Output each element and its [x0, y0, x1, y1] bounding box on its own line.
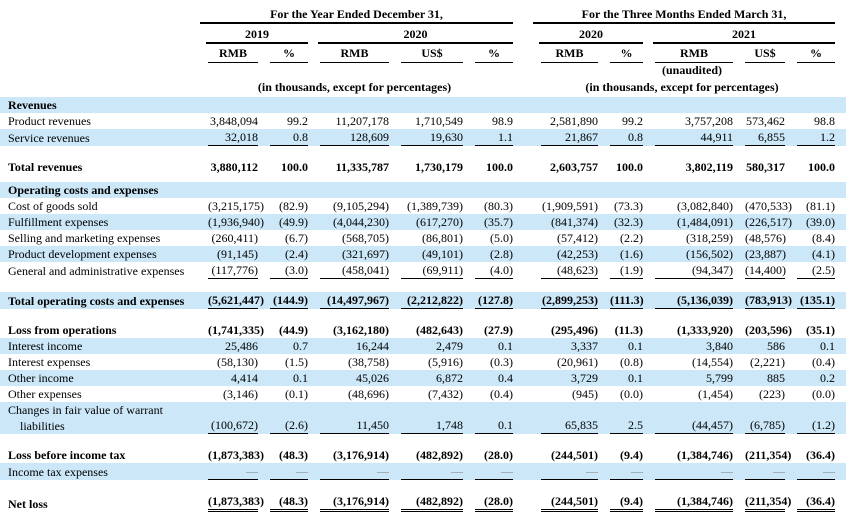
- value-cell: 4,414: [231, 371, 258, 385]
- quarter-2020-header: 2020: [539, 26, 643, 44]
- table-row: [0, 159, 846, 175]
- year-2020-header: 2020: [318, 26, 513, 44]
- table-row: [0, 230, 846, 246]
- row-label: Product development expenses: [8, 247, 157, 261]
- value-cell: (1,484,091): [677, 215, 733, 229]
- table-row: [0, 322, 846, 338]
- value-cell: 32,018: [196, 129, 258, 146]
- group-gap: [513, 322, 529, 338]
- value-cell: (44,457): [643, 402, 733, 434]
- value-cell: (244,501): [551, 448, 598, 462]
- value-cell: (111.3): [610, 293, 644, 307]
- group-gap: [513, 230, 529, 246]
- value-cell: (3,082,840): [677, 199, 733, 213]
- value-cell: (48.3): [279, 448, 308, 462]
- value-cell: (80.3): [484, 199, 513, 213]
- value-cell: (20,961): [557, 355, 598, 369]
- value-cell: 65,835: [529, 402, 598, 434]
- value-cell: 3,880,112: [210, 160, 258, 174]
- value-cell: 100.0: [281, 160, 308, 174]
- value-cell: 98.9: [492, 114, 513, 128]
- value-cell: 0.1: [498, 339, 513, 353]
- value-cell: 128,609: [308, 129, 389, 146]
- value-cell: 99.2: [287, 114, 308, 128]
- value-cell: (3,176,914): [333, 448, 389, 462]
- value-cell: —: [308, 463, 389, 480]
- value-cell: (1,936,940): [208, 215, 264, 229]
- value-cell: (48,623): [529, 262, 598, 279]
- value-cell: (2.8): [490, 247, 513, 261]
- value-cell: (1,384,746): [677, 448, 733, 462]
- value-cell: 3,802,119: [685, 160, 733, 174]
- value-cell: (27.9): [484, 323, 513, 337]
- value-cell: (3,146): [223, 387, 258, 401]
- value-cell: (9.4): [598, 493, 643, 512]
- value-cell: (2.2): [620, 231, 643, 245]
- value-cell: (94,347): [643, 262, 733, 279]
- value-cell: (58,130): [217, 355, 258, 369]
- value-cell: (14,400): [745, 263, 786, 277]
- value-cell: (9,105,294): [333, 199, 389, 213]
- value-cell: (127.8): [463, 292, 513, 309]
- group-gap: [513, 463, 529, 480]
- value-cell: (3,162,180): [333, 323, 389, 337]
- table-row: [0, 97, 846, 113]
- spacer-row: [0, 279, 846, 292]
- col-header-pct: %: [610, 45, 643, 63]
- value-cell: (1,454): [698, 387, 733, 401]
- value-cell: (260,411): [211, 231, 258, 245]
- value-cell: (5,916): [428, 355, 463, 369]
- value-cell: (783,913): [745, 293, 792, 307]
- table-row: [0, 262, 846, 279]
- row-label: Service revenues: [8, 131, 90, 145]
- value-cell: (0.8): [620, 355, 643, 369]
- row-label: Selling and marketing expenses: [8, 231, 161, 245]
- row-label: Other income: [8, 371, 74, 385]
- value-cell: (617,270): [416, 215, 463, 229]
- table-row: [0, 113, 846, 129]
- table-row: [0, 493, 846, 512]
- row-label: Changes in fair value of warrant liabilities: [8, 403, 163, 433]
- value-cell: (458,041): [308, 262, 389, 279]
- spacer-row: [0, 146, 846, 159]
- table-row: [0, 198, 846, 214]
- row-label: Total operating costs and expenses: [8, 294, 185, 308]
- table-row: [0, 338, 846, 354]
- value-cell: (211,354): [733, 493, 785, 512]
- row-label: Net loss: [8, 497, 48, 511]
- value-cell: —: [196, 463, 258, 480]
- value-cell: (1.6): [620, 247, 643, 261]
- group-gap: [513, 338, 529, 354]
- value-cell: (14,497,967): [308, 292, 389, 309]
- spacer-row: [0, 434, 846, 447]
- period-title-annual: For the Year Ended December 31,: [200, 6, 513, 24]
- value-cell: 3,729: [571, 371, 598, 385]
- value-cell: (5,621,447): [208, 293, 264, 307]
- group-gap: [513, 493, 529, 512]
- value-cell: 11,450: [308, 402, 389, 434]
- unaudited-row: [0, 63, 846, 77]
- value-cell: (1,389,739): [407, 199, 463, 213]
- value-cell: (295,496): [551, 323, 598, 337]
- col-header-usd: US$: [745, 45, 785, 63]
- value-cell: 0.8: [258, 129, 308, 146]
- value-cell: (81.1): [806, 199, 836, 213]
- year-row: [0, 24, 846, 44]
- section-label: Operating costs and expenses: [8, 183, 159, 197]
- value-cell: (48.3): [258, 493, 308, 512]
- col-header-rmb: RMB: [320, 45, 389, 63]
- value-cell: (2.6): [258, 402, 308, 434]
- value-cell: 3,337: [571, 339, 598, 353]
- value-cell: (482,892): [389, 493, 463, 512]
- group-gap: [513, 370, 529, 386]
- value-cell: (482,892): [416, 448, 463, 462]
- value-cell: 100.0: [486, 160, 513, 174]
- col-header-usd: US$: [401, 45, 463, 63]
- value-cell: 573,462: [746, 114, 785, 128]
- value-cell: (321,697): [342, 247, 389, 261]
- value-cell: (49,101): [422, 247, 463, 261]
- value-cell: —: [643, 463, 733, 480]
- value-cell: (244,501): [529, 493, 598, 512]
- value-cell: (1.2): [785, 402, 835, 434]
- value-cell: (5,136,039): [643, 292, 733, 309]
- value-cell: (0.0): [812, 387, 836, 401]
- col-header-pct: %: [475, 45, 513, 63]
- value-cell: 1.2: [785, 129, 835, 146]
- value-cell: (39.0): [806, 215, 836, 229]
- units-note-row: [0, 77, 846, 97]
- value-cell: 45,026: [356, 371, 389, 385]
- value-cell: (35.7): [484, 215, 513, 229]
- value-cell: (42,253): [557, 247, 598, 261]
- value-cell: —: [463, 463, 513, 480]
- group-gap: [513, 402, 529, 434]
- value-cell: (100,672): [196, 402, 258, 434]
- value-cell: 0.8: [598, 129, 643, 146]
- value-cell: (4.1): [812, 247, 836, 261]
- value-cell: —: [598, 463, 643, 480]
- row-label: Total revenues: [8, 160, 83, 174]
- group-gap: [513, 113, 529, 129]
- value-cell: 11,207,178: [335, 114, 389, 128]
- value-cell: (36.4): [785, 493, 835, 512]
- value-cell: 3,848,094: [210, 114, 258, 128]
- value-cell: (2.5): [785, 262, 835, 279]
- year-2019-header: 2019: [206, 26, 308, 44]
- value-cell: (117,776): [196, 262, 258, 279]
- value-cell: 586: [767, 339, 785, 353]
- units-note-annual: (in thousands, except for percentages): [257, 80, 452, 94]
- value-cell: (3,215,175): [208, 199, 264, 213]
- value-cell: (28.0): [463, 493, 513, 512]
- row-label: Cost of goods sold: [8, 199, 98, 213]
- value-cell: (2,212,822): [389, 292, 463, 309]
- value-cell: 2,581,890: [550, 114, 598, 128]
- table-row: [0, 370, 846, 386]
- value-cell: 0.7: [293, 339, 308, 353]
- value-cell: (156,502): [686, 247, 733, 261]
- value-cell: 100.0: [616, 160, 643, 174]
- value-cell: (1,873,383): [208, 448, 264, 462]
- value-cell: 0.1: [293, 371, 308, 385]
- value-cell: 3,840: [706, 339, 733, 353]
- unaudited-note: (unaudited): [661, 63, 723, 77]
- value-cell: (49.9): [279, 215, 308, 229]
- value-cell: (211,354): [745, 448, 792, 462]
- value-cell: (203,596): [745, 323, 792, 337]
- value-cell: (0.1): [285, 387, 308, 401]
- value-cell: 0.1: [628, 339, 643, 353]
- value-cell: (0.3): [490, 355, 513, 369]
- value-cell: (35.1): [806, 323, 836, 337]
- value-cell: (44.9): [279, 323, 308, 337]
- value-cell: (38,758): [348, 355, 389, 369]
- table-row: [0, 447, 846, 463]
- value-cell: (568,705): [342, 231, 389, 245]
- value-cell: (11.3): [614, 323, 643, 337]
- value-cell: 0.1: [463, 402, 513, 434]
- row-label: Interest expenses: [8, 355, 91, 369]
- row-label: Loss from operations: [8, 323, 117, 337]
- period-title-row: [0, 6, 846, 24]
- table-row: [0, 214, 846, 230]
- value-cell: (6,785): [733, 402, 785, 434]
- value-cell: (48,576): [745, 231, 786, 245]
- value-cell: (841,374): [551, 215, 598, 229]
- table-row: [0, 246, 846, 262]
- value-cell: (1,333,920): [677, 323, 733, 337]
- value-cell: 0.1: [628, 371, 643, 385]
- value-cell: 16,244: [356, 339, 389, 353]
- value-cell: 11,335,787: [335, 160, 389, 174]
- value-cell: 1.1: [463, 129, 513, 146]
- value-cell: (1.9): [598, 262, 643, 279]
- value-cell: (144.9): [258, 292, 308, 309]
- value-cell: (91,145): [217, 247, 258, 261]
- value-cell: (5.0): [490, 231, 513, 245]
- value-cell: (318,259): [686, 231, 733, 245]
- group-gap: [513, 262, 529, 279]
- value-cell: (135.1): [785, 292, 835, 309]
- row-label: Interest income: [8, 339, 83, 353]
- value-cell: (945): [572, 387, 598, 401]
- value-cell: 580,317: [746, 160, 785, 174]
- value-cell: —: [733, 463, 785, 480]
- spacer-row: [0, 175, 846, 182]
- group-gap: [513, 386, 529, 402]
- value-cell: (4,044,230): [333, 215, 389, 229]
- value-cell: (2,899,253): [542, 293, 598, 307]
- value-cell: (9.4): [620, 448, 643, 462]
- value-cell: (69,911): [389, 262, 463, 279]
- value-cell: (23,887): [745, 247, 786, 261]
- row-label: Other expenses: [8, 387, 82, 401]
- value-cell: 44,911: [643, 129, 733, 146]
- value-cell: 100.0: [808, 160, 836, 174]
- group-gap: [513, 447, 529, 463]
- value-cell: (6.7): [285, 231, 308, 245]
- value-cell: (470,533): [745, 199, 792, 213]
- value-cell: 0.1: [820, 339, 836, 353]
- value-cell: (1,909,591): [542, 199, 598, 213]
- col-header-rmb: RMB: [655, 45, 733, 63]
- group-gap: [513, 159, 529, 175]
- value-cell: 1,710,549: [415, 114, 463, 128]
- value-cell: 6,872: [436, 371, 463, 385]
- group-gap: [513, 354, 529, 370]
- col-header-pct: %: [797, 45, 835, 63]
- value-cell: (3.0): [258, 262, 308, 279]
- spacer-row: [0, 480, 846, 493]
- row-label: Product revenues: [8, 114, 91, 128]
- value-cell: (3,176,914): [308, 493, 389, 512]
- section-label: Revenues: [8, 98, 57, 112]
- value-cell: (0.4): [490, 387, 513, 401]
- value-cell: —: [529, 463, 598, 480]
- table-row: [0, 354, 846, 370]
- quarter-2021-header: 2021: [653, 26, 835, 44]
- table-row: [0, 182, 846, 198]
- value-cell: (2.4): [285, 247, 308, 261]
- table-row: [0, 402, 846, 434]
- value-cell: 6,855: [733, 129, 785, 146]
- value-cell: 3,757,208: [685, 114, 733, 128]
- value-cell: (28.0): [484, 448, 513, 462]
- value-cell: 98.8: [814, 114, 836, 128]
- row-label: Fulfillment expenses: [8, 215, 109, 229]
- group-gap: [513, 198, 529, 214]
- row-label: Income tax expenses: [8, 465, 108, 479]
- income-statement-table: [0, 6, 846, 512]
- value-cell: (1.5): [285, 355, 308, 369]
- value-cell: 5,799: [706, 371, 733, 385]
- value-cell: (482,643): [416, 323, 463, 337]
- value-cell: 1,748: [389, 402, 463, 434]
- col-header-rmb: RMB: [208, 45, 258, 63]
- group-gap: [513, 292, 529, 309]
- value-cell: (1,741,335): [208, 323, 264, 337]
- value-cell: (2,221): [750, 355, 785, 369]
- value-cell: 0.2: [820, 371, 836, 385]
- value-cell: (1,873,383): [196, 493, 258, 512]
- value-cell: (86,801): [422, 231, 463, 245]
- table-row: [0, 292, 846, 309]
- row-label: Loss before income tax: [8, 448, 126, 462]
- value-cell: 2.5: [598, 402, 643, 434]
- value-cell: 19,630: [389, 129, 463, 146]
- table-row: [0, 386, 846, 402]
- value-cell: 885: [767, 371, 785, 385]
- table-row: [0, 463, 846, 480]
- value-cell: (32.3): [614, 215, 643, 229]
- table-header: [0, 6, 846, 97]
- value-cell: (14,554): [692, 355, 733, 369]
- group-gap: [513, 246, 529, 262]
- value-cell: 2,603,757: [550, 160, 598, 174]
- value-cell: (0.0): [620, 387, 643, 401]
- value-cell: 0.4: [498, 371, 513, 385]
- units-note-quarterly: (in thousands, except for percentages): [585, 80, 779, 94]
- period-title-quarterly: For the Three Months Ended March 31,: [533, 6, 835, 24]
- currency-header-row: [0, 44, 846, 63]
- value-cell: (226,517): [745, 215, 792, 229]
- value-cell: 99.2: [622, 114, 643, 128]
- value-cell: (4.0): [463, 262, 513, 279]
- value-cell: —: [785, 463, 835, 480]
- value-cell: (82.9): [279, 199, 308, 213]
- row-label: General and administrative expenses: [8, 264, 185, 278]
- col-header-pct: %: [270, 45, 308, 63]
- value-cell: (0.4): [812, 355, 836, 369]
- value-cell: (8.4): [812, 231, 836, 245]
- value-cell: —: [258, 463, 308, 480]
- table-row: [0, 129, 846, 146]
- value-cell: (36.4): [806, 448, 836, 462]
- value-cell: (7,432): [428, 387, 463, 401]
- value-cell: 25,486: [225, 339, 258, 353]
- value-cell: 2,479: [436, 339, 463, 353]
- group-gap: [513, 129, 529, 146]
- spacer-row: [0, 309, 846, 322]
- value-cell: 1,730,179: [415, 160, 463, 174]
- value-cell: (73.3): [614, 199, 643, 213]
- col-header-rmb: RMB: [541, 45, 598, 63]
- value-cell: 21,867: [529, 129, 598, 146]
- value-cell: (48,696): [348, 387, 389, 401]
- table-body: [0, 97, 846, 512]
- value-cell: (1,384,746): [643, 493, 733, 512]
- value-cell: (57,412): [557, 231, 598, 245]
- group-gap: [513, 214, 529, 230]
- value-cell: (223): [759, 387, 785, 401]
- value-cell: —: [389, 463, 463, 480]
